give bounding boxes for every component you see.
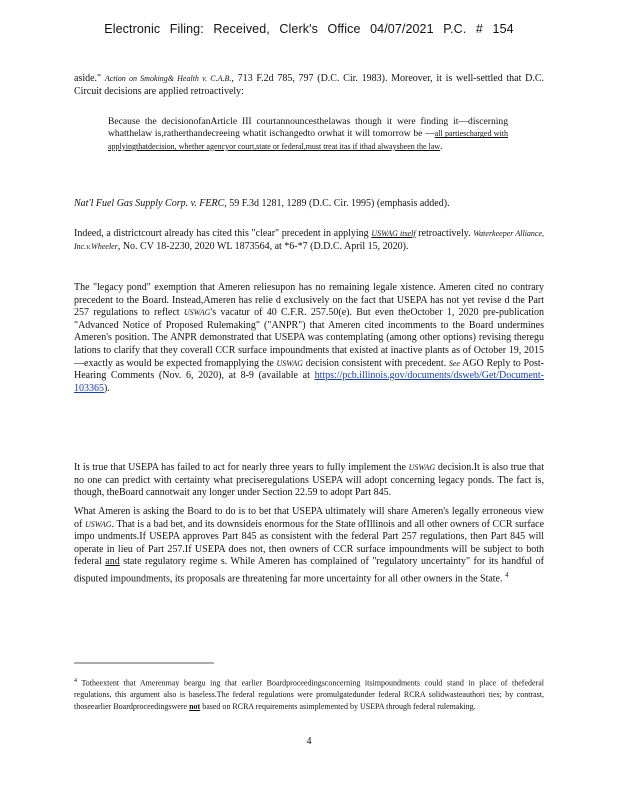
text: decision consistent with precedent.	[305, 357, 447, 369]
emphasis-and: and	[105, 556, 120, 568]
text: , No. CV 18-2230, 2020 WL 1873564, at *6-*7 (D.D.C. April 15, 2020).	[117, 240, 409, 252]
footnote-ref[interactable]: 4	[505, 570, 509, 579]
text: 's vacatur of 40 C.F.R. 257.50(e). But even theOctober 1, 2020 pre-publication "Advanced Notice of Proposed Rulemaking" ("ANPR") that Ameren cited incomments to the Board undermines Ameren's position. The ANPR demonstrated that USEPA was contemplating (among other options) revising theregu lations to clarify that they coverall CCR surface impoundments that existed at inactive plants as of October 19, 2015 —exactly as would be expected fromapplying the	[74, 307, 544, 369]
text: ).	[104, 382, 110, 394]
paragraph-usepa-failed	[74, 462, 544, 500]
case-name: Nat'l Fuel Gas Supply Corp. v. FERC	[74, 198, 225, 209]
text: aside."	[74, 73, 102, 84]
quote-underlined: all partiescharged with applyingthatdecision, whether agencyor court,state or federal,must treat itas if ithad alwaysbeen the law	[108, 129, 508, 151]
case-name: USWAG itself	[371, 229, 416, 238]
text: decision.It is also true that no one can predict with certainty what preciseregulations USEPA will adopt concerning legacy ponds. The fact is, though, theBoard cannotwait any longer under Section 22.59 to adopt Part 845.	[74, 462, 544, 499]
page-number: 4	[306, 736, 312, 747]
case-name: USWAG	[183, 308, 211, 318]
quote-end: .	[440, 140, 443, 152]
footnote-text: Totheextent that Amerenmay beargu ing that earlier Boardproceedingsconcerning itsimpoundments could stand in place of thefederal regulations, this argument also is baseless.The federal regulations were promulgatedunder federal RCRA solidwasteauthori ties; by contrast, thoseearlier Boardproceedingswere	[74, 678, 544, 711]
paragraph-indeed	[74, 228, 544, 253]
case-name: Action on Smoking& Health v. C.A.B.	[104, 74, 232, 83]
text: , 713 F.2d 785, 797 (D.C. Cir. 1983). Moreover, it is well-settled that D.C. Circuit decisions are applied retroactively:	[74, 73, 545, 97]
text: retroactively.	[418, 228, 471, 239]
footnote-mark: 4	[74, 678, 77, 684]
quote-text: Because the decisionofanArticle III courtannouncesthelawas though it were finding it—discerning whatthelaw is,ratherthandecreeing whatit ischangedto orwhat it will tomorrow be —	[108, 116, 508, 140]
block-quote	[108, 116, 508, 153]
case-name: Waterkeeper Alliance, Inc.v.Wheeler	[74, 229, 545, 251]
document-link[interactable]: https://pcb.illinois.gov/documents/dsweb/Get/Document-103365	[74, 370, 544, 394]
text: . That is a bad bet, and its downsideis enormous for the State ofIllinois and all other owners of CCR surface impo undments.If USEPA approves Part 845 as consistent with the federal Part 257 regulations, then Part 845 will operate in lieu of Part 257.If USEPA does not, then owners of CCR surface impoundments will be subject to both federal	[74, 518, 545, 568]
paragraph-aside	[74, 73, 544, 98]
text: AGO Reply to Post-Hearing Comments (Nov. 6, 2020), at 8-9 (available at	[74, 357, 545, 382]
signal-see: See	[448, 358, 460, 368]
footnote	[74, 676, 544, 712]
case-name: USWAG	[408, 463, 436, 472]
citation-text: , 59 F.3d 1281, 1289 (D.C. Cir. 1995) (emphasis added).	[224, 198, 450, 209]
filing-header: Electronic Filing: Received, Clerk's Office 04/07/2021 P.C. # 154	[104, 22, 514, 36]
emphasis-not: not	[189, 701, 201, 711]
text: What Ameren is asking the Board to do is to bet that USEPA ultimately will share Ameren's legally erroneous view of	[74, 506, 544, 530]
footnote-text: based on RCRA requirements asimplemented by USEPA through federal rulemaking.	[202, 701, 476, 711]
footnote-separator	[74, 662, 544, 664]
case-name: USWAG	[276, 358, 304, 368]
text: Indeed, a districtcourt already has cited this "clear" precedent in applying	[74, 228, 369, 239]
paragraph-legacy-pond	[74, 282, 544, 395]
text: It is true that USEPA has failed to act for nearly three years to fully implement the	[74, 462, 406, 473]
text: The "legacy pond" exemption that Ameren reliesupon has no remaining legale xistence. Ameren cited no contrary precedent to the Board. Instead,Ameren has relie d exclusively on the fact that USEPA has not yet revise d the Part 257 regulations to reflect	[74, 282, 544, 319]
case-name: USWAG	[84, 519, 112, 529]
paragraph-ameren-bet	[74, 506, 544, 586]
text: state regulatory regime s. While Ameren has complained of "regulatory uncertainty" for its handful of disputed impoundments, its proposals are threatening far more uncertainty for all other owners in the State.	[74, 556, 544, 585]
citation	[74, 198, 544, 211]
